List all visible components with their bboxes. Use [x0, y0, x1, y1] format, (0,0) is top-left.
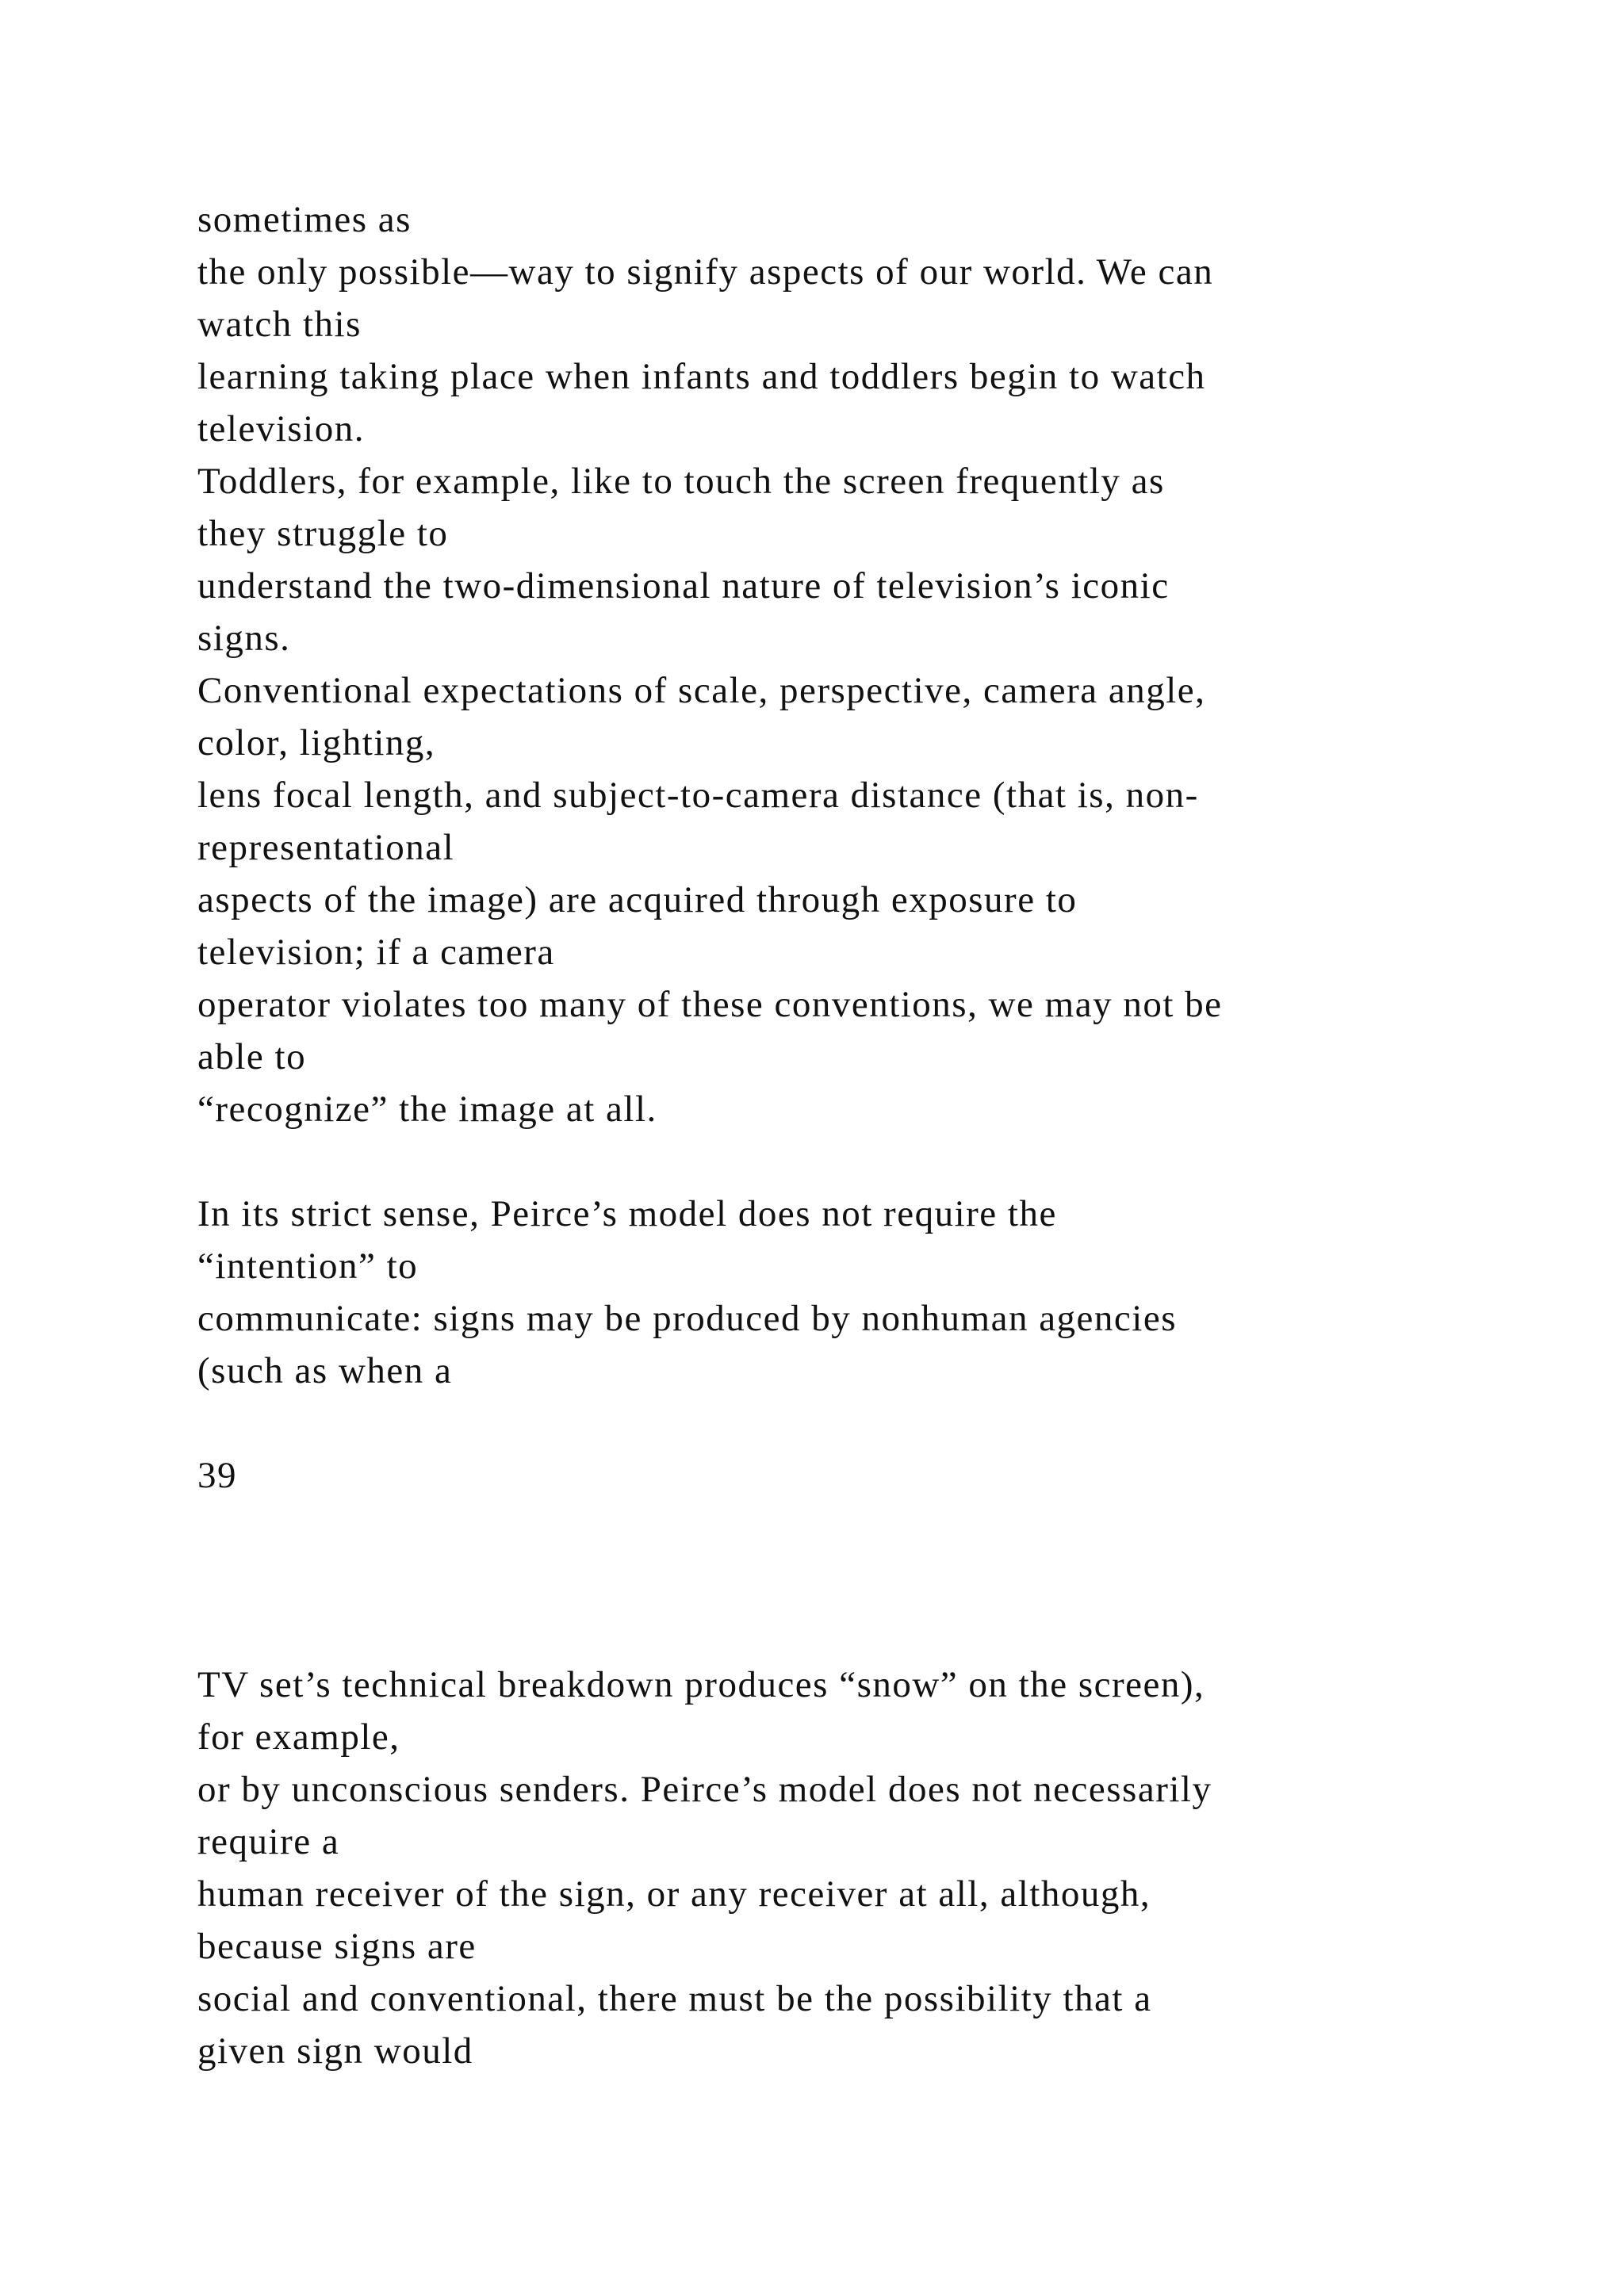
text-line: representational: [197, 827, 455, 868]
text-line: for example,: [197, 1716, 400, 1758]
text-line: watch this: [197, 304, 362, 345]
text-line: communicate: signs may be produced by nonhuman agencies: [197, 1298, 1177, 1339]
text-line: learning taking place when infants and toddlers begin to watch: [197, 356, 1206, 397]
text-line: Toddlers, for example, like to touch the screen frequently as: [197, 461, 1165, 502]
text-line: Conventional expectations of scale, perspective, camera angle,: [197, 670, 1206, 711]
text-line: signs.: [197, 618, 291, 659]
page-number: 39: [197, 1455, 237, 1496]
text-line: social and conventional, there must be the possibility that a: [197, 1978, 1152, 2019]
text-line: or by unconscious senders. Peirce’s model does not necessarily: [197, 1769, 1212, 1810]
text-line: human receiver of the sign, or any receiver at all, although,: [197, 1873, 1151, 1915]
text-line: aspects of the image) are acquired through exposure to: [197, 879, 1078, 920]
text-line: require a: [197, 1821, 340, 1862]
text-line: color, lighting,: [197, 722, 436, 763]
text-line: given sign would: [197, 2030, 473, 2072]
text-line: “intention” to: [197, 1246, 419, 1287]
text-line: (such as when a: [197, 1350, 453, 1391]
text-line: television; if a camera: [197, 932, 555, 973]
text-line: the only possible—way to signify aspects of our world. We can: [197, 251, 1214, 293]
text-line: understand the two-dimensional nature of television’s iconic: [197, 565, 1170, 607]
text-line: because signs are: [197, 1926, 477, 1967]
text-line: television.: [197, 408, 365, 450]
text-line: TV set’s technical breakdown produces “snow” on the screen),: [197, 1664, 1205, 1705]
text-line: lens focal length, and subject-to-camera distance (that is, non-: [197, 775, 1199, 816]
text-line: In its strict sense, Peirce’s model does not require the: [197, 1193, 1057, 1234]
text-line: operator violates too many of these conventions, we may not be: [197, 984, 1223, 1025]
text-line: they struggle to: [197, 513, 449, 554]
text-line: able to: [197, 1036, 307, 1077]
text-line: sometimes as: [197, 199, 412, 240]
text-line: “recognize” the image at all.: [197, 1089, 657, 1130]
